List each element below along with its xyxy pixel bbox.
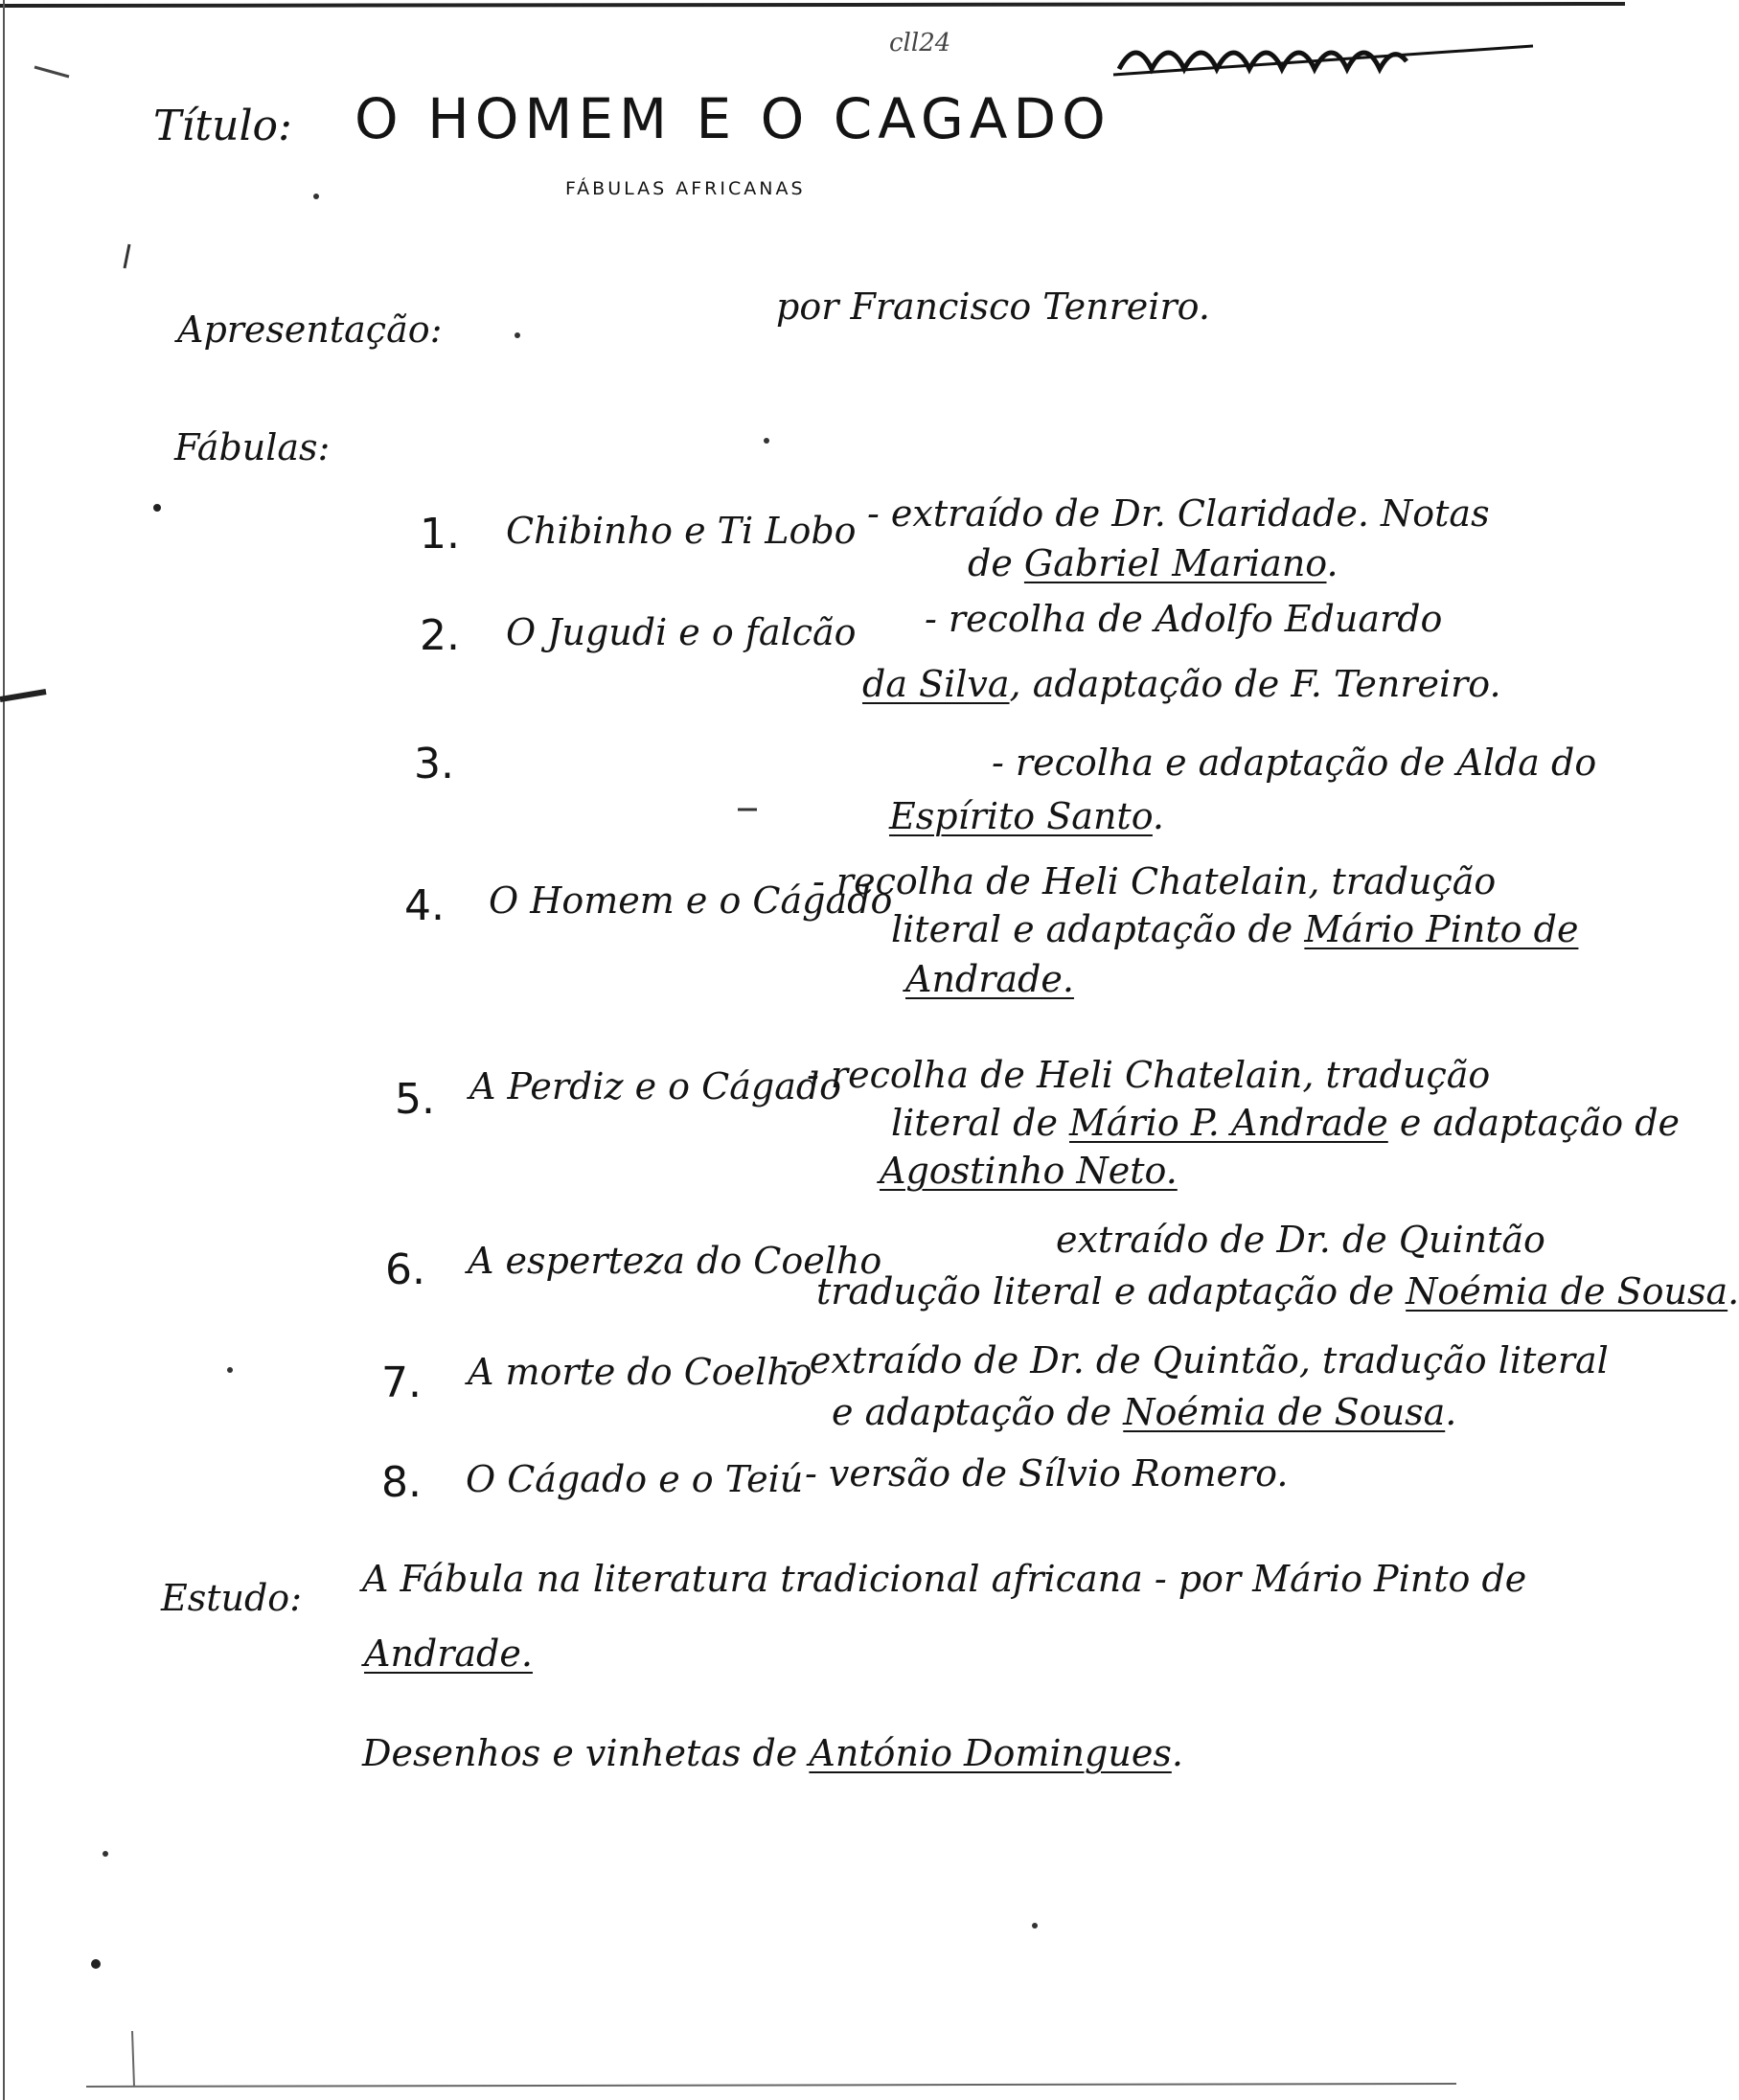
fabula-credit-line3: Agostinho Neto. bbox=[880, 1150, 1178, 1192]
bottom-scan-line bbox=[86, 2084, 1456, 2087]
archive-reference: cll24 bbox=[889, 29, 951, 57]
ink-dot bbox=[313, 194, 319, 199]
desenhos-text: Desenhos e vinhetas de bbox=[362, 1732, 810, 1774]
fabula-number: 3. bbox=[414, 740, 454, 788]
ink-dot bbox=[103, 1851, 108, 1857]
credit-text: e adaptação de bbox=[1387, 1102, 1681, 1144]
fabula-title: O Cágado e o Teiú bbox=[466, 1458, 804, 1500]
credit-name: Mário Pinto de bbox=[1304, 908, 1579, 950]
fabula-title: A Perdiz e o Cágado bbox=[469, 1065, 842, 1107]
margin-smudge bbox=[34, 67, 69, 77]
fabula-number: 2. bbox=[420, 611, 460, 660]
fabula-credit: - versão de Sílvio Romero. bbox=[805, 1452, 1289, 1495]
credit-text: de bbox=[968, 542, 1024, 584]
desenhos-text: . bbox=[1171, 1732, 1183, 1774]
fabula-credit-line3: Andrade. bbox=[905, 958, 1074, 1000]
credit-name: Gabriel Mariano bbox=[1023, 542, 1327, 584]
fabula-credit-line2 bbox=[889, 795, 1164, 839]
struck-out-scribble bbox=[1119, 53, 1407, 69]
title-label: Título: bbox=[153, 102, 292, 150]
estudo-text: A Fábula na literatura tradicional africana - por Mário Pinto de bbox=[362, 1558, 1527, 1600]
fabula-credit-line2 bbox=[891, 1102, 1680, 1146]
estudo-label: Estudo: bbox=[161, 1577, 302, 1619]
bottom-left-tick bbox=[132, 2031, 134, 2087]
fabula-title: Chibinho e Ti Lobo bbox=[506, 510, 857, 552]
credit-name: Noémia de Sousa bbox=[1123, 1391, 1446, 1433]
fabulas-label: Fábulas: bbox=[174, 426, 331, 468]
top-scan-border bbox=[0, 4, 1625, 6]
credit-text: e adaptação de bbox=[832, 1391, 1124, 1433]
credit-name: Espírito Santo bbox=[889, 795, 1153, 837]
desenhos-author: António Domingues bbox=[809, 1732, 1172, 1774]
credit-text: tradução literal e adaptação de bbox=[816, 1270, 1407, 1312]
fabula-number: 8. bbox=[381, 1458, 422, 1507]
credit-name: da Silva bbox=[862, 663, 1010, 705]
ink-dot bbox=[153, 504, 161, 512]
credit-text: literal e adaptação de bbox=[891, 908, 1305, 950]
fabula-credit: - recolha de Heli Chatelain, tradução bbox=[807, 1054, 1491, 1096]
desenhos-line bbox=[362, 1732, 1183, 1776]
fabula-credit: extraído de Dr. de Quintão bbox=[1056, 1219, 1545, 1261]
credit-text: . bbox=[1326, 542, 1339, 584]
fabula-credit-line2 bbox=[816, 1270, 1739, 1314]
credit-text: literal de bbox=[891, 1102, 1070, 1144]
fabula-credit-line2 bbox=[891, 908, 1578, 952]
ink-dot bbox=[227, 1367, 233, 1373]
fabula-number: 1. bbox=[420, 510, 460, 559]
fabula-credit: - recolha de Heli Chatelain, tradução bbox=[812, 860, 1497, 902]
ink-dot bbox=[91, 1959, 101, 1969]
apresentacao-text: por Francisco Tenreiro. bbox=[776, 285, 1210, 328]
page-title: O HOMEM E O CAGADO bbox=[355, 86, 1111, 151]
fabula-number: 7. bbox=[381, 1358, 422, 1407]
credit-name: Mário P. Andrade bbox=[1069, 1102, 1388, 1144]
credit-text: . bbox=[1445, 1391, 1457, 1433]
credit-text: . bbox=[1728, 1270, 1739, 1312]
fabula-credit: - extraído de Dr. Claridade. Notas bbox=[867, 492, 1490, 535]
margin-tick bbox=[0, 692, 46, 699]
fabula-number: 6. bbox=[385, 1245, 425, 1294]
fabula-number: 4. bbox=[404, 881, 445, 930]
margin-stroke bbox=[125, 244, 129, 268]
estudo-author: Andrade. bbox=[364, 1632, 533, 1675]
fabula-title: A morte do Coelho bbox=[468, 1351, 812, 1393]
fabula-credit-line2 bbox=[832, 1391, 1456, 1435]
fabula-credit: - recolha e adaptação de Alda do bbox=[992, 742, 1597, 784]
fabula-credit: - recolha de Adolfo Eduardo bbox=[925, 598, 1443, 640]
apresentacao-label: Apresentação: bbox=[177, 308, 443, 351]
fabula-credit-line2 bbox=[968, 542, 1339, 586]
ink-dot bbox=[515, 332, 520, 338]
ink-dot bbox=[1032, 1923, 1038, 1929]
credit-name: Noémia de Sousa bbox=[1406, 1270, 1728, 1312]
credit-text: . bbox=[1152, 795, 1164, 837]
fabula-title: A esperteza do Coelho bbox=[468, 1240, 882, 1282]
fabula-title: O Homem e o Cágado bbox=[489, 879, 893, 922]
fabula-number: 5. bbox=[395, 1075, 435, 1124]
ink-dot bbox=[764, 438, 769, 444]
page-subtitle: FÁBULAS AFRICANAS bbox=[565, 178, 806, 199]
fabula-credit: - extraído de Dr. de Quintão, tradução literal bbox=[786, 1339, 1609, 1381]
fabula-title: O Jugudi e o falcão bbox=[506, 611, 857, 653]
strike-line bbox=[1113, 46, 1533, 75]
credit-text: , adaptação de F. Tenreiro. bbox=[1009, 663, 1501, 705]
fabula-credit-line2 bbox=[862, 663, 1501, 707]
